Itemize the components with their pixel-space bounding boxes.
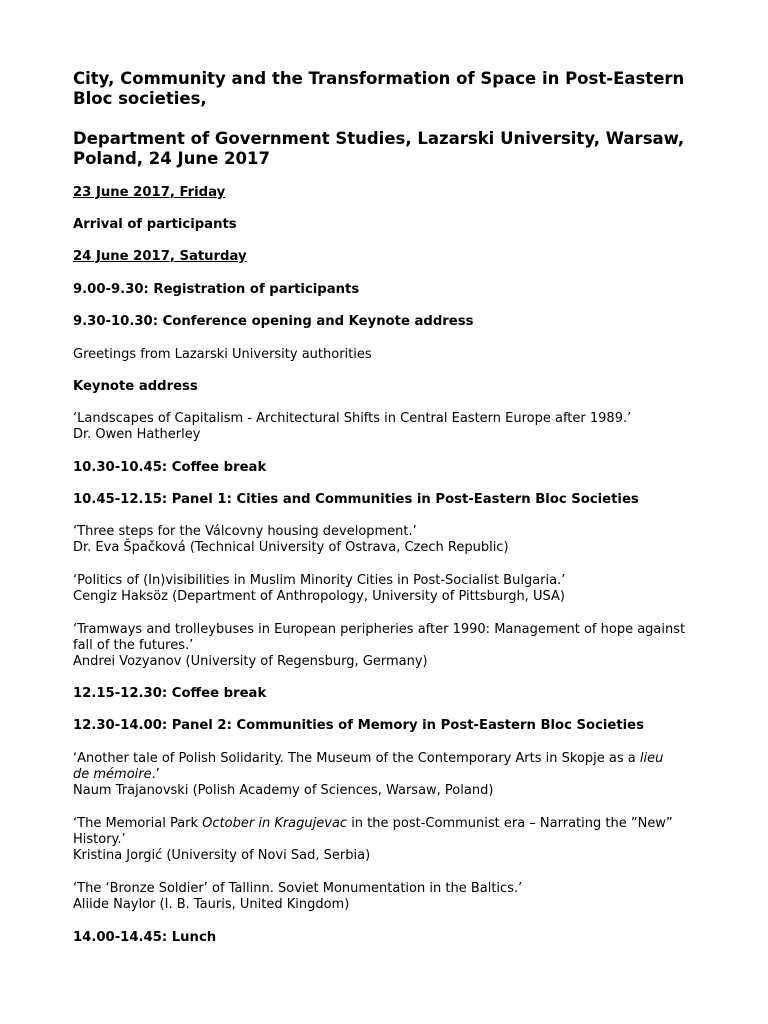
talk-title: ‘Tramways and trolleybuses in European peripheries after 1990: Management of hope against fall of the futures.’ — [73, 622, 686, 653]
coffee-break-2: 12.15-12.30: Coffee break — [73, 686, 267, 701]
keynote-speaker: Dr. Owen Hatherley — [73, 427, 201, 442]
conference-venue: Department of Government Studies, Lazarski University, Warsaw, Poland, 24 June 2017 — [73, 129, 685, 168]
talk-title-emphasis: October in Kragujevac — [202, 816, 348, 831]
talk-speaker: Aliide Naylor (I. B. Tauris, United Kingdom) — [73, 897, 350, 912]
day2-heading: 24 June 2017, Saturday — [73, 249, 247, 264]
talk-title-part: .’ — [151, 767, 160, 782]
panel2-talk-1 — [73, 751, 673, 799]
greetings-text: Greetings from Lazarski University authorities — [73, 347, 372, 362]
panel2-heading: 12.30-14.00: Panel 2: Communities of Memory in Post-Eastern Bloc Societies — [73, 718, 644, 733]
talk-title — [73, 751, 673, 783]
talk-title-part: in the post-Communist era – Narrating the ”New” History.’ — [73, 816, 673, 847]
keynote-title: ‘Landscapes of Capitalism - Architectural Shifts in Central Eastern Europe after 1989.’ — [73, 411, 632, 426]
talk-title-part: ‘The Memorial Park — [73, 816, 203, 831]
conference-title: City, Community and the Transformation of Space in Post-Eastern Bloc societies, — [73, 69, 685, 108]
opening-heading: 9.30-10.30: Conference opening and Keynote address — [73, 314, 474, 329]
talk-title: ‘Three steps for the Válcovny housing development.’ — [73, 524, 417, 539]
talk-title-emphasis: lieu de mémoire — [73, 751, 664, 782]
panel1-talk-3 — [73, 622, 688, 670]
panel2-talk-2 — [73, 816, 673, 864]
panel1-talk-1 — [73, 524, 703, 556]
lunch-heading: 14.00-14.45: Lunch — [73, 930, 217, 945]
keynote-item — [73, 411, 703, 443]
keynote-heading: Keynote address — [73, 379, 198, 394]
talk-speaker: Dr. Eva Špačková (Technical University of Ostrava, Czech Republic) — [73, 540, 509, 555]
talk-title — [73, 816, 673, 848]
panel2-talk-3 — [73, 881, 703, 913]
panel1-heading: 10.45-12.15: Panel 1: Cities and Communities in Post-Eastern Bloc Societies — [73, 492, 639, 507]
coffee-break-1: 10.30-10.45: Coffee break — [73, 460, 267, 475]
talk-title: ‘The ‘Bronze Soldier’ of Tallinn. Soviet Monumentation in the Baltics.’ — [73, 881, 523, 896]
talk-speaker: Andrei Vozyanov (University of Regensburg, Germany) — [73, 654, 428, 669]
talk-speaker: Kristina Jorgić (University of Novi Sad, Serbia) — [73, 848, 371, 863]
talk-title: ‘Politics of (In)visibilities in Muslim Minority Cities in Post-Socialist Bulgaria.’ — [73, 573, 566, 588]
talk-speaker: Naum Trajanovski (Polish Academy of Sciences, Warsaw, Poland) — [73, 783, 494, 798]
arrival-heading: Arrival of participants — [73, 217, 237, 232]
talk-title-part: ‘Another tale of Polish Solidarity. The Museum of the Contemporary Arts in Skopje as a — [73, 751, 640, 766]
day1-heading: 23 June 2017, Friday — [73, 185, 226, 200]
panel1-talk-2 — [73, 573, 703, 605]
talk-speaker: Cengiz Haksöz (Department of Anthropology, University of Pittsburgh, USA) — [73, 589, 565, 604]
registration-heading: 9.00-9.30: Registration of participants — [73, 282, 360, 297]
